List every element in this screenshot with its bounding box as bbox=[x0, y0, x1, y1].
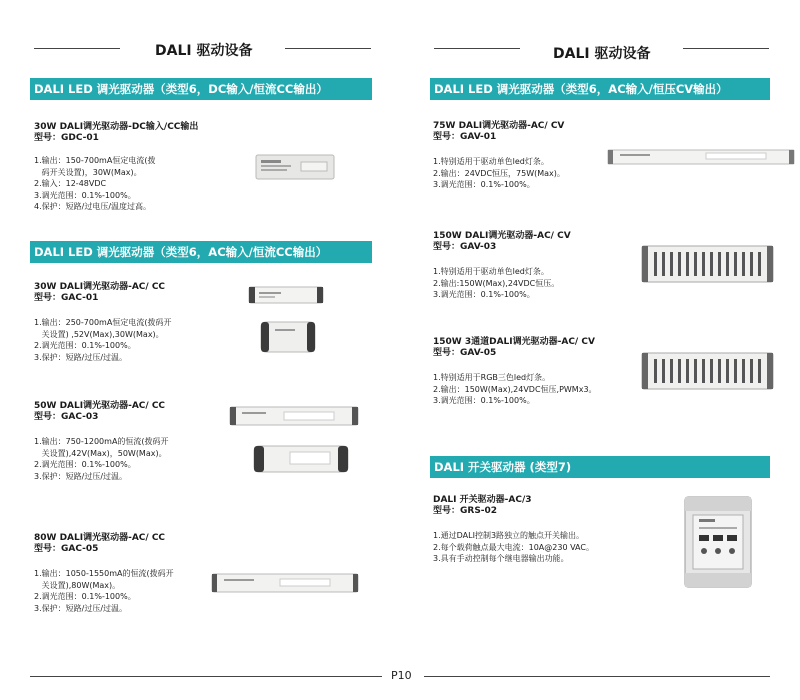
spec-item: 3.具有手动控制每个继电器输出功能。 bbox=[433, 554, 569, 563]
spec-item: 2.输入：12-48VDC bbox=[34, 179, 107, 188]
product-image-gav-01 bbox=[606, 147, 796, 167]
left-band-dc-cc: DALI LED 调光驱动器（类型6，DC输入/恒流CC输出） bbox=[30, 78, 372, 100]
right-band-switch: DALI 开关驱动器 (类型7) bbox=[430, 456, 770, 478]
product-image-gav-03 bbox=[640, 243, 775, 285]
spec-list-gav-01 bbox=[433, 156, 565, 191]
heading-rule-right-b bbox=[683, 48, 769, 49]
spec-item: 1.特别适用于RGB三色led灯条。 bbox=[433, 373, 551, 382]
spec-item: 2.输出：150W(Max),24VDC恒压,PWMx3。 bbox=[433, 384, 597, 394]
spec-item: 2.调光范围：0.1%-100%。 bbox=[34, 460, 136, 469]
page-number: P10 bbox=[391, 669, 412, 682]
right-band-ac-cv: DALI LED 调光驱动器（类型6，AC输入/恒压CV输出） bbox=[430, 78, 770, 100]
spec-item: 1.输出：1050-1550mA的恒流(拨码开 bbox=[34, 569, 174, 578]
spec-item: 4.保护：短路/过电压/温度过高。 bbox=[34, 202, 152, 211]
product-title-gac-05: 80W DALI调光驱动器-AC/ CC bbox=[34, 533, 166, 543]
spec-item: 3.调光范围：0.1%-100%。 bbox=[433, 396, 535, 405]
product-title-gav-05: 150W 3通道DALI调光驱动器-AC/ CV bbox=[433, 337, 595, 347]
product-model-gac-01: 型号：GAC-01 bbox=[34, 293, 99, 303]
product-image-gac-03 bbox=[224, 404, 364, 484]
spec-item: 1.特别适用于驱动单色led灯条。 bbox=[433, 267, 549, 276]
spec-item: 1.输出：150-700mA恒定电流(拨 bbox=[34, 156, 156, 165]
left-section-heading: DALI 驱动设备 bbox=[155, 43, 253, 59]
product-model-gav-03: 型号：GAV-03 bbox=[433, 242, 497, 252]
spec-item: 2.每个载荷触点最大电流：10A@230 VAC。 bbox=[433, 542, 594, 552]
spec-item: 1.特别适用于驱动单色led灯条。 bbox=[433, 157, 549, 166]
product-model-gac-05: 型号：GAC-05 bbox=[34, 544, 99, 554]
right-section-heading: DALI 驱动设备 bbox=[553, 46, 651, 62]
footer-rule-left bbox=[30, 676, 382, 677]
spec-item: 3.保护：短路/过压/过温。 bbox=[34, 471, 128, 481]
left-band-ac-cc: DALI LED 调光驱动器（类型6，AC输入/恒流CC输出） bbox=[30, 241, 372, 263]
product-image-gav-05 bbox=[640, 350, 775, 392]
spec-list-gac-05 bbox=[34, 568, 174, 614]
product-image-gac-01 bbox=[247, 284, 327, 364]
spec-item: 3.保护：短路/过压/过温。 bbox=[34, 352, 128, 362]
footer-rule-right bbox=[424, 676, 770, 677]
spec-item: 3.调光范围：0.1%-100%。 bbox=[433, 290, 535, 299]
heading-rule-left-a bbox=[34, 48, 120, 49]
spec-item: 1.输出：250-700mA恒定电流(拨码开 bbox=[34, 318, 172, 327]
spec-item: 2.输出:150W(Max),24VDC恒压。 bbox=[433, 278, 560, 288]
spec-item: 3.调光范围：0.1%-100%。 bbox=[433, 180, 535, 189]
product-model-gav-05: 型号：GAV-05 bbox=[433, 348, 497, 358]
product-title-gav-03: 150W DALI调光驱动器-AC/ CV bbox=[433, 231, 571, 241]
spec-item: 关设置),42V(Max)，50W(Max)。 bbox=[34, 448, 167, 458]
spec-item: 2.调光范围：0.1%-100%。 bbox=[34, 341, 136, 350]
product-title-gac-01: 30W DALI调光驱动器-AC/ CC bbox=[34, 282, 166, 292]
product-image-gdc-01 bbox=[255, 152, 335, 182]
spec-item: 1.输出：750-1200mA的恒流(拨码开 bbox=[34, 437, 169, 446]
spec-item: 3.调光范围：0.1%-100%。 bbox=[34, 190, 136, 200]
spec-item: 3.保护：短路/过压/过温。 bbox=[34, 603, 128, 613]
heading-rule-right-a bbox=[434, 48, 520, 49]
spec-list-gav-03 bbox=[433, 266, 559, 301]
product-title-gac-03: 50W DALI调光驱动器-AC/ CC bbox=[34, 401, 166, 411]
spec-item: 2.调光范围：0.1%-100%。 bbox=[34, 592, 136, 601]
product-image-gac-05 bbox=[210, 572, 360, 594]
spec-list-gdc-01 bbox=[34, 155, 155, 213]
product-model-gac-03: 型号：GAC-03 bbox=[34, 412, 99, 422]
spec-item: 关设置),80W(Max)。 bbox=[34, 580, 121, 590]
spec-list-gac-03 bbox=[34, 436, 169, 482]
spec-item: 1.通过DALI控制3路独立的触点开关输出。 bbox=[433, 531, 585, 540]
product-title-gav-01: 75W DALI调光驱动器-AC/ CV bbox=[433, 121, 565, 131]
spec-list-grs-02 bbox=[433, 530, 594, 565]
product-image-grs-02 bbox=[683, 495, 753, 590]
product-model-gdc-01: 型号：GDC-01 bbox=[34, 133, 99, 143]
spec-item: 码开关设置)，30W(Max)。 bbox=[34, 167, 142, 177]
spec-list-gav-05 bbox=[433, 372, 597, 407]
product-model-gav-01: 型号：GAV-01 bbox=[433, 132, 497, 142]
spec-item: 2.输出：24VDC恒压，75W(Max)。 bbox=[433, 168, 565, 178]
heading-rule-left-b bbox=[285, 48, 371, 49]
product-title-grs-02: DALI 开关驱动器-AC/3 bbox=[433, 495, 532, 505]
product-title-gdc-01: 30W DALI调光驱动器-DC输入/CC输出 bbox=[34, 122, 199, 132]
spec-list-gac-01 bbox=[34, 317, 171, 363]
spec-item: 关设置) ,52V(Max),30W(Max)。 bbox=[34, 329, 164, 339]
product-model-grs-02: 型号：GRS-02 bbox=[433, 506, 498, 516]
